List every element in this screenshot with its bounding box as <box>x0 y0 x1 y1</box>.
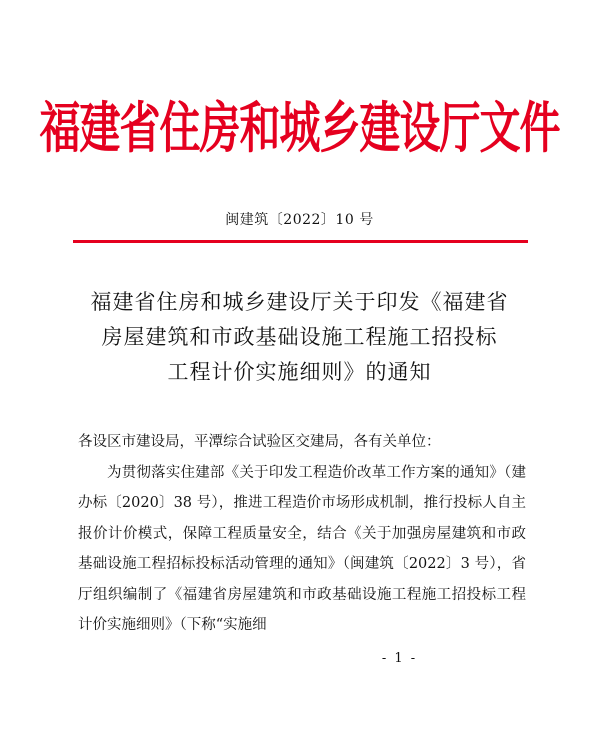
title-line: 福建省住房和城乡建设厅关于印发《福建省 <box>90 290 509 314</box>
title-line: 工程计价实施细则》的通知 <box>167 360 432 384</box>
document-body <box>78 427 526 641</box>
document-masthead <box>39 88 560 161</box>
salutation: 各设区市建设局，平潭综合试验区交建局，各有关单位： <box>78 434 441 450</box>
body-paragraph: 为贯彻落实住建部《关于印发工程造价改革工作方案的通知》（建办标〔2020〕38 号），推进工程造价市场形成机制，推行投标人自主报价计价模式，保障工程质量安全，结合《关于加强房屋建筑和市政基础设施工程招标投标活动管理的通知》（闽建筑〔2022〕3 号），省厅组织编制了《福建省房屋建筑和市政基础设施工程施工招投标工程计价实施细则》（下称“实施细 <box>78 464 526 633</box>
title-line: 房屋建筑和市政基础设施工程施工招投标 <box>101 325 498 349</box>
document-number: 闽建筑〔2022〕10 号 <box>225 212 374 228</box>
document-title <box>60 285 539 390</box>
masthead-text: 福建省住房和城乡建设厅文件 <box>39 95 560 161</box>
page-number: - 1 - <box>381 651 418 666</box>
red-divider-line <box>73 240 528 243</box>
